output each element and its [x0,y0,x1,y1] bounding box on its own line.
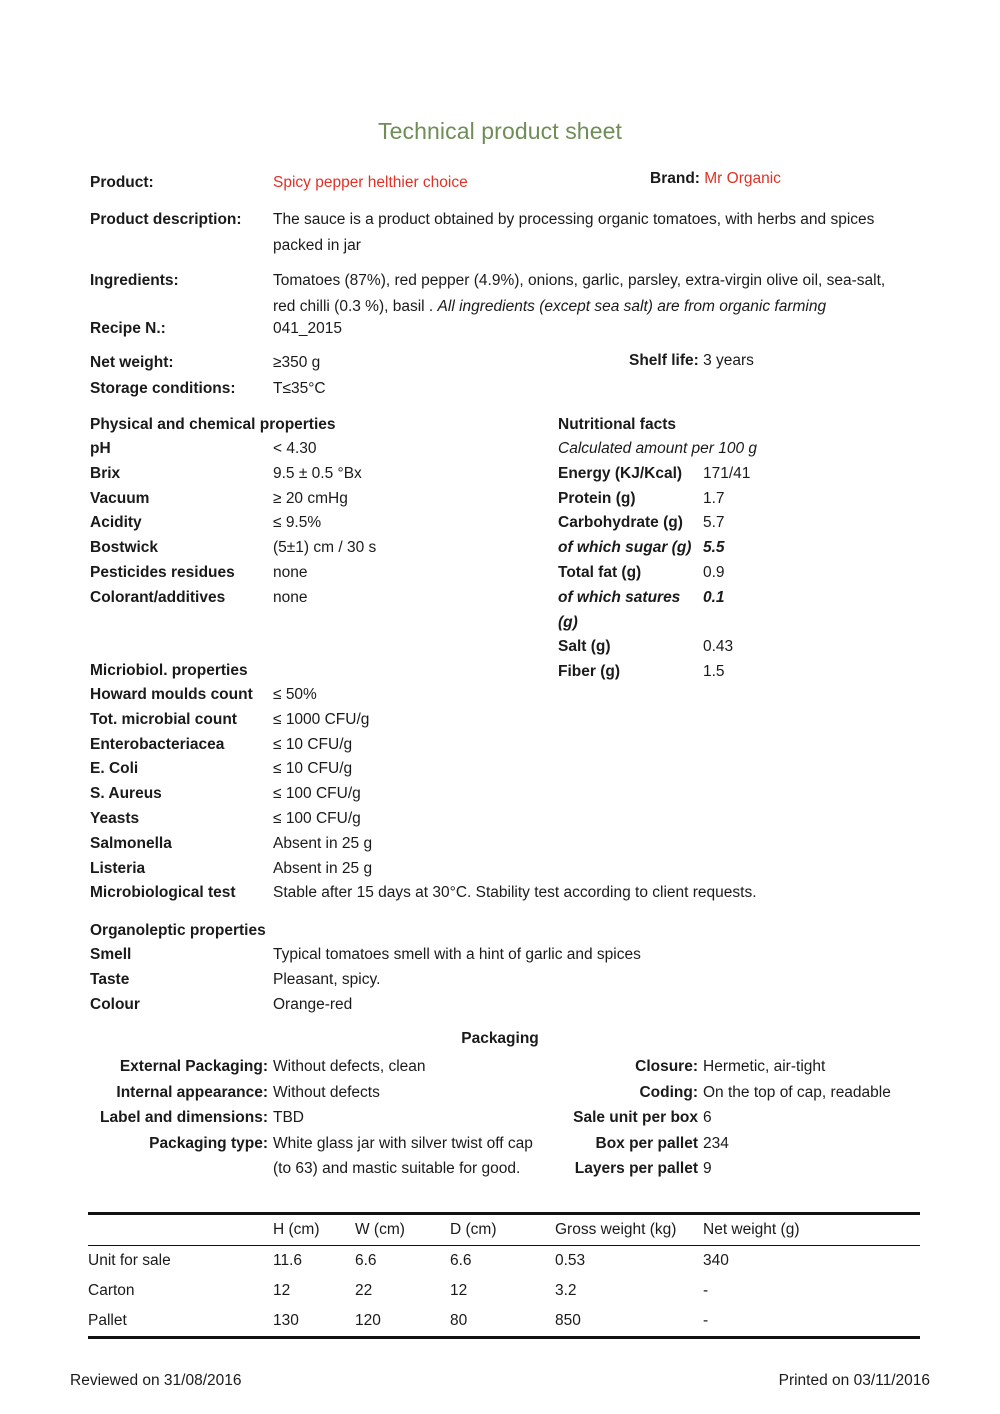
table-column-header: D (cm) [450,1214,555,1246]
storage-row [90,376,930,402]
property-label: Listeria [90,859,146,877]
reviewed-date: Reviewed on 31/08/2016 [70,1372,242,1389]
microbiological-list [90,683,930,906]
property-row [90,487,530,512]
table-row [88,1306,920,1338]
property-label: Brix [90,464,121,482]
table-cell: 11.6 [273,1252,303,1269]
page-footer [70,1372,930,1390]
property-label: Bostwick [90,539,159,557]
packaging-right-column [520,1054,940,1182]
property-label: Carbohydrate (g) [558,514,683,532]
packaging-label: Closure: [635,1058,698,1075]
property-value: Stable after 15 days at 30°C. Stability test according to client requests. [273,884,757,902]
property-row [558,561,938,586]
property-value: Absent in 25 g [273,859,373,877]
packaging-value: 6 [703,1109,712,1126]
property-label: Pesticides residues [90,563,235,581]
property-row [90,943,930,968]
packaging-value: White glass jar with silver twist off cap (to 63) and mastic suitable for good. [273,1134,533,1177]
property-value: ≤ 100 CFU/g [273,809,361,827]
brand-label: Brand: [650,170,700,187]
microbiological-properties-section [90,658,930,906]
product-description-row [90,207,930,259]
table-body [88,1246,920,1338]
property-label: S. Aureus [90,785,162,803]
property-row [558,462,938,487]
table-column-header: H (cm) [273,1214,355,1246]
packaging-row [90,1105,550,1131]
packaging-label: Packaging type: [149,1134,268,1152]
nutritional-facts-note: Calculated amount per 100 g [558,440,758,457]
property-row [558,635,938,660]
property-label: Protein (g) [558,489,636,507]
ingredients-value [273,268,903,320]
property-row [90,536,530,561]
property-row [90,993,930,1018]
packaging-label: Box per pallet [595,1134,698,1152]
property-value: Absent in 25 g [273,834,373,852]
packaging-label: Sale unit per box [573,1109,698,1126]
dimensions-table [88,1212,920,1339]
property-value: 9.5 ± 0.5 °Bx [273,464,362,482]
organoleptic-properties-section [90,918,930,1017]
property-label: Vacuum [90,489,150,507]
property-row [90,832,930,857]
property-label: Yeasts [90,809,140,827]
net-weight-label: Net weight: [90,354,174,371]
table-cell: - [703,1282,709,1299]
property-row [90,733,930,758]
property-row [90,511,530,536]
ingredients-label: Ingredients: [90,272,179,289]
property-label: Howard moulds count [90,686,253,703]
property-row [90,782,930,807]
table-column-header [88,1214,273,1246]
packaging-row [520,1080,940,1106]
property-label: Tot. microbial count [90,710,237,728]
property-row [90,683,930,708]
microbiological-heading: Micriobiol. properties [90,662,248,679]
property-value: ≤ 10 CFU/g [273,760,353,778]
physical-properties-section [90,412,530,611]
table-cell: 340 [703,1252,729,1269]
property-row [90,462,530,487]
net-weight-row [90,350,930,376]
packaging-value: Without defects [273,1083,380,1101]
product-row [90,170,930,196]
packaging-label: Internal appearance: [116,1083,268,1101]
property-row [90,968,930,993]
packaging-row [520,1054,940,1080]
property-label: Colour [90,995,140,1013]
packaging-label: Coding: [639,1083,698,1101]
table-cell: 850 [555,1306,703,1338]
packaging-value: Hermetic, air-tight [703,1058,826,1075]
packaging-value: On the top of cap, readable [703,1083,891,1101]
property-value: ≤ 1000 CFU/g [273,710,370,728]
net-weight-value: ≥350 g [273,354,321,371]
property-value: ≤ 10 CFU/g [273,735,353,753]
ingredients-row [90,268,930,320]
table-cell: - [703,1306,920,1338]
property-value: ≤ 50% [273,686,317,703]
property-row [90,807,930,832]
table-column-header: Gross weight (kg) [555,1214,703,1246]
shelf-life-group [629,352,754,370]
table-row [88,1276,920,1306]
table-cell: 120 [355,1306,450,1338]
property-row [90,586,530,611]
property-label: Taste [90,970,130,988]
packaging-row [520,1105,940,1131]
table-header-row [88,1214,920,1246]
property-row [90,857,930,882]
property-value: none [273,563,308,581]
property-label: pH [90,440,111,457]
product-description-value: The sauce is a product obtained by processing organic tomatoes, with herbs and spices packed in jar [273,211,875,254]
shelf-life-value: 3 years [703,352,754,369]
property-value: 1.7 [703,489,725,507]
packaging-value: 234 [703,1134,729,1152]
property-label: Enterobacteriacea [90,735,225,753]
table-cell: 22 [355,1282,373,1299]
property-label: Fiber (g) [558,663,620,681]
table-cell: 6.6 [450,1252,472,1269]
storage-value: T≤35°C [273,380,326,397]
recipe-value: 041_2015 [273,320,342,337]
table-column-header: Net weight (g) [703,1214,920,1246]
table-cell: 0.53 [555,1252,586,1269]
recipe-row [90,316,930,342]
property-value: none [273,588,308,606]
property-row [90,708,930,733]
brand-group [650,170,781,188]
property-value: ≤ 100 CFU/g [273,785,361,803]
property-value: Typical tomatoes smell with a hint of garlic and spices [273,946,641,963]
table-cell: Pallet [88,1306,273,1338]
packaging-row [90,1054,550,1080]
physical-properties-list [90,437,530,611]
brand-value: Mr Organic [704,170,781,187]
property-value: 0.1 [703,588,725,606]
property-row [90,561,530,586]
organoleptic-list [90,943,930,1017]
property-value: < 4.30 [273,440,317,457]
product-description-label: Product description: [90,211,242,228]
ingredients-organic-note: All ingredients (except sea salt) are from organic farming [437,298,827,315]
property-value: 0.43 [703,638,734,656]
property-value: Pleasant, spicy. [273,970,381,988]
property-label: Total fat (g) [558,563,642,581]
packaging-value: TBD [273,1109,304,1126]
property-label: Smell [90,946,132,963]
product-label: Product: [90,174,154,191]
shelf-life-label: Shelf life: [629,352,699,369]
property-row [90,757,930,782]
property-label: Salt (g) [558,638,611,656]
property-value: 5.5 [703,539,725,557]
printed-date: Printed on 03/11/2016 [778,1372,930,1389]
property-label: of which sugar (g) [558,539,692,557]
property-value: 1.5 [703,663,725,681]
table-cell: 12 [450,1282,468,1299]
nutritional-facts-heading: Nutritional facts [558,416,676,433]
table-column-header: W (cm) [355,1214,450,1246]
property-row [90,881,930,906]
packaging-row [90,1131,550,1182]
property-label: Microbiological test [90,884,236,902]
property-label: E. Coli [90,760,139,778]
packaging-heading: Packaging [461,1030,539,1047]
property-label: Energy (KJ/Kcal) [558,464,683,482]
packaging-row [520,1156,940,1182]
product-value: Spicy pepper helthier choice [273,174,468,191]
packaging-left-column [90,1054,550,1182]
table-cell: 130 [273,1306,355,1338]
property-row [558,536,938,561]
ingredients-text: Tomatoes (87%), red pepper (4.9%), onions, garlic, parsley, extra-virgin olive oil, sea-salt, red chilli (0.3 %), basil . [273,272,886,315]
property-label: Salmonella [90,834,172,852]
property-value: 5.7 [703,514,725,532]
property-label: Colorant/additives [90,588,226,606]
property-label: Acidity [90,514,142,532]
property-label: of which satures (g) [558,588,681,631]
packaging-label: Layers per pallet [574,1160,698,1177]
property-value: ≤ 9.5% [273,514,322,532]
packaging-value: 9 [703,1160,712,1177]
table-cell: Unit for sale [88,1252,171,1269]
property-row [558,487,938,512]
physical-properties-heading: Physical and chemical properties [90,416,336,433]
table-cell: Carton [88,1282,135,1299]
property-value: Orange-red [273,995,353,1013]
property-row [558,511,938,536]
packaging-row [520,1131,940,1157]
property-row [90,437,530,462]
nutritional-facts-section [558,412,938,685]
nutritional-facts-list [558,462,938,685]
recipe-label: Recipe N.: [90,320,166,337]
packaging-label: Label and dimensions: [100,1109,268,1126]
table-cell: 3.2 [555,1282,577,1299]
property-value: (5±1) cm / 30 s [273,539,377,557]
table-cell: 12 [273,1282,291,1299]
property-value: 171/41 [703,464,751,482]
property-value: 0.9 [703,563,725,581]
organoleptic-heading: Organoleptic properties [90,922,266,939]
packaging-row [90,1080,550,1106]
packaging-label: External Packaging: [119,1058,268,1075]
table-row [88,1246,920,1277]
page-title: Technical product sheet [378,118,622,144]
property-value: ≥ 20 cmHg [273,489,348,507]
table-cell: 6.6 [355,1252,377,1269]
table-cell: 80 [450,1306,555,1338]
packaging-value: Without defects, clean [273,1058,426,1075]
storage-label: Storage conditions: [90,380,236,397]
property-row [558,586,938,636]
